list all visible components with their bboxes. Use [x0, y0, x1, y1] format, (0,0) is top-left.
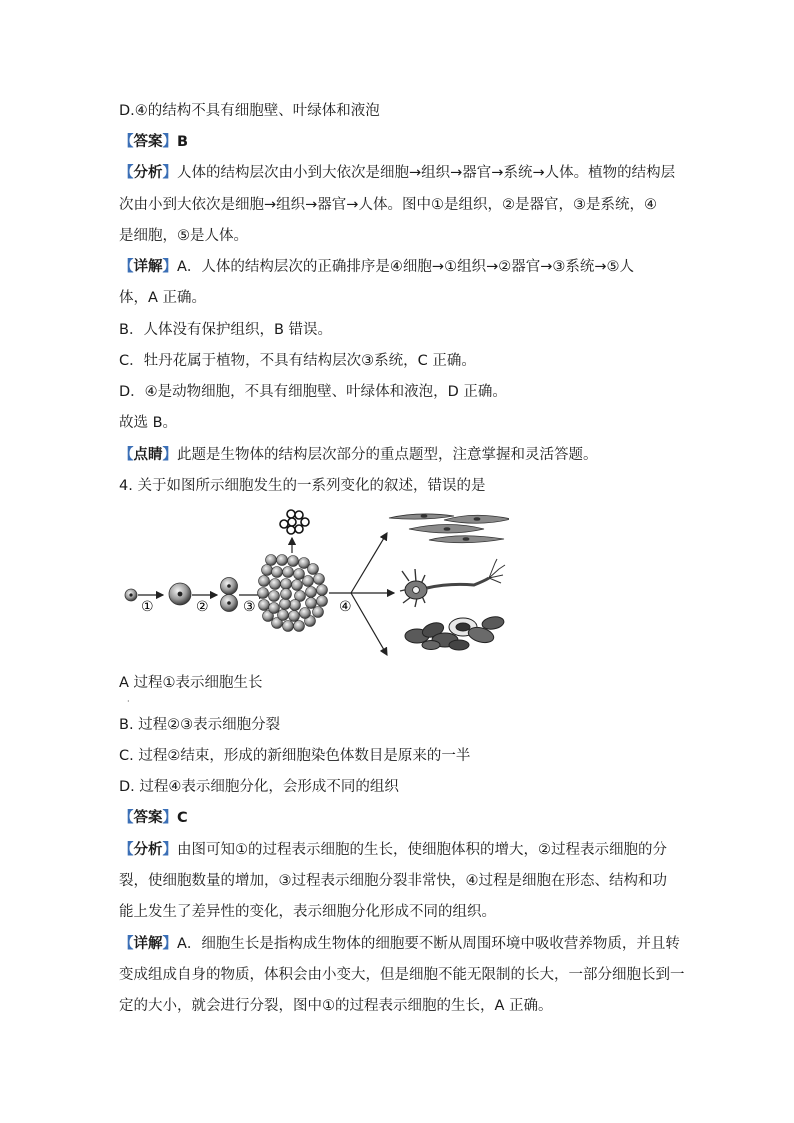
step-2-label: ② — [196, 599, 209, 615]
divided-cells — [221, 578, 238, 612]
text-line: 变成组成自身的物质，体积会由小变大，但是细胞不能无限制的长大，一部分细胞长到一 — [119, 967, 685, 983]
text-line: 能上发生了差异性的变化，表示细胞分化形成不同的组织。 — [119, 904, 496, 920]
text-line: 故选 B。 — [119, 415, 178, 431]
step-1-label: ① — [141, 599, 154, 615]
analysis-tag: 【分析】 — [119, 842, 177, 858]
text-line: 次由小到大依次是细胞→组织→器官→人体。图中①是组织，②是器官，③是系统，④ — [119, 197, 657, 213]
analysis-line: 【分析】由图可知①的过程表示细胞的生长，使细胞体积的增大，②过程表示细胞的分 — [119, 842, 667, 858]
blood-cells — [405, 615, 505, 650]
step-4-label: ④ — [339, 599, 352, 615]
answer-tag: 【答案】 — [119, 810, 177, 826]
detail-tag: 【详解】 — [119, 259, 177, 275]
single-cell — [125, 589, 137, 601]
text-line: B．人体没有保护组织，B 错误。 — [119, 322, 333, 338]
text-line: 裂，使细胞数量的增加，③过程表示细胞分裂非常快，④过程是细胞在形态、结构和功 — [119, 873, 667, 889]
analysis-line: 【分析】人体的结构层次由小到大依次是细胞→组织→器官→系统→人体。植物的结构层 — [119, 165, 676, 181]
cell-cluster — [258, 555, 328, 632]
option-d: D. 过程④表示细胞分化，会形成不同的组织 — [119, 779, 399, 795]
stray-dot: · — [127, 697, 130, 706]
detail-line: 【详解】A．细胞生长是指构成生物体的细胞要不断从周围环境中吸收营养物质，并且转 — [119, 936, 680, 952]
answer-line: 【答案】C — [119, 810, 188, 826]
answer-line: 【答案】B — [119, 134, 189, 150]
text-line: C．牡丹花属于植物，不具有结构层次③系统，C 正确。 — [119, 353, 476, 369]
cell-process-figure — [119, 505, 509, 660]
option-c: C. 过程②结束，形成的新细胞染色体数目是原来的一半 — [119, 748, 471, 764]
detail-tag: 【详解】 — [119, 936, 177, 952]
option-b: B. 过程②③表示细胞分裂 — [119, 717, 281, 733]
muscle-cells — [389, 514, 509, 543]
option-a: A 过程①表示细胞生长 — [119, 675, 263, 691]
detail-line: 【详解】A．人体的结构层次的正确排序是④细胞→①组织→②器官→③系统→⑤人 — [119, 259, 635, 275]
step-3-label: ③ — [243, 599, 256, 615]
question-4-stem: 4. 关于如图所示细胞发生的一系列变化的叙述，错误的是 — [119, 478, 486, 494]
answer-tag: 【答案】 — [119, 134, 177, 150]
neuron-cell — [400, 559, 505, 607]
text-line: D．④是动物细胞，不具有细胞壁、叶绿体和液泡，D 正确。 — [119, 384, 507, 400]
text-line-d-option: D.④的结构不具有细胞壁、叶绿体和液泡 — [119, 103, 380, 119]
text-line: 是细胞，⑤是人体。 — [119, 228, 248, 244]
text-line: 定的大小，就会进行分裂，图中①的过程表示细胞的生长，A 正确。 — [119, 998, 553, 1014]
comment-tag: 【点睛】 — [119, 447, 177, 463]
grown-cell — [169, 583, 191, 605]
analysis-tag: 【分析】 — [119, 165, 177, 181]
small-cell-cluster — [280, 510, 309, 534]
comment-line: 【点睛】此题是生物体的结构层次部分的重点题型，注意掌握和灵活答题。 — [119, 447, 598, 463]
text-line: 体，A 正确。 — [119, 290, 207, 306]
